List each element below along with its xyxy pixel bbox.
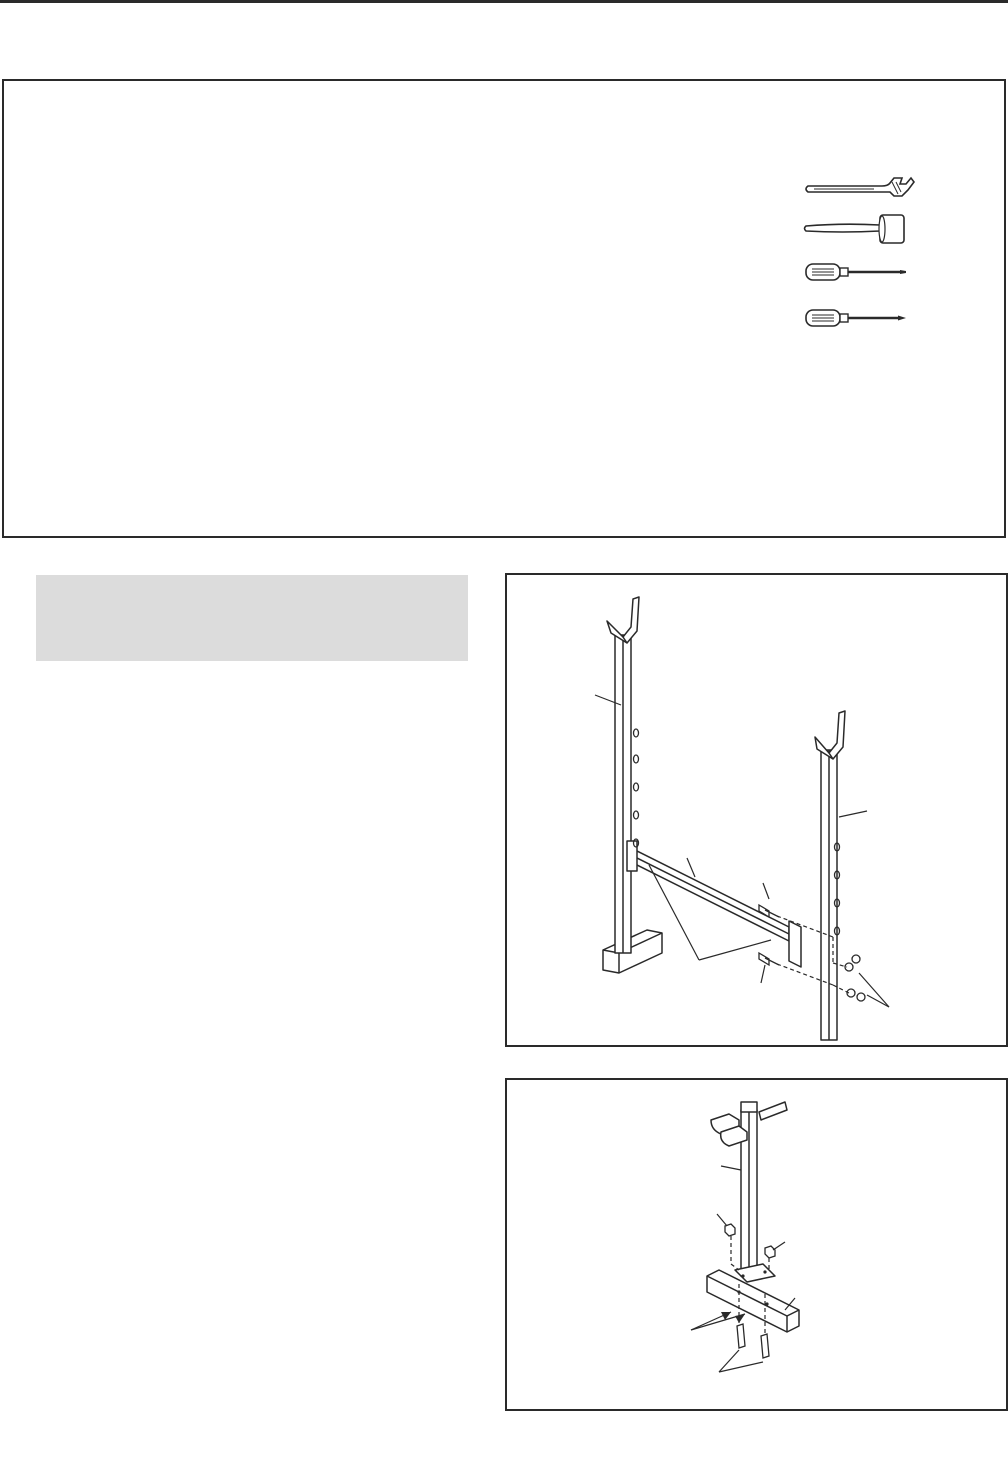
figure-1-frame — [505, 573, 1008, 1047]
tools-box — [2, 79, 1006, 538]
figure-2-frame — [505, 1078, 1008, 1411]
note-box — [36, 575, 468, 661]
top-rule — [0, 0, 1008, 3]
rubber-mallet-icon — [802, 211, 912, 247]
upright-base-assembly-diagram — [507, 1080, 1006, 1409]
upright-crossbar-assembly-diagram — [507, 575, 1006, 1045]
adjustable-wrench-icon — [802, 174, 917, 204]
phillips-screwdriver-icon — [804, 307, 909, 329]
flathead-screwdriver-icon — [804, 261, 909, 283]
